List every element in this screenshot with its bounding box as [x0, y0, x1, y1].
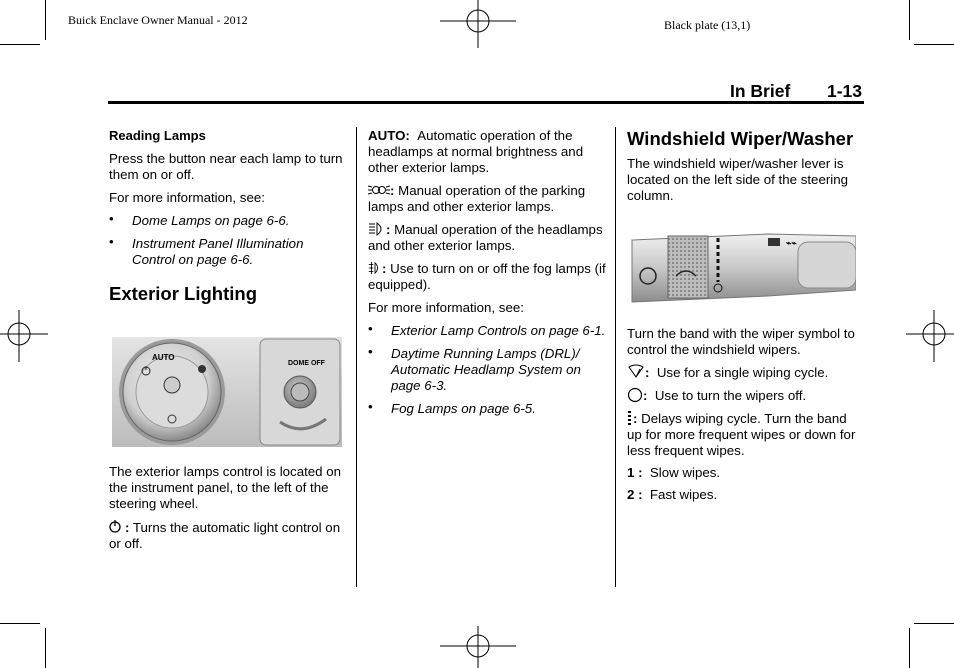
delay-desc	[627, 410, 865, 459]
wiper-lever-photo	[628, 230, 856, 306]
crop-mark-top-right-v	[909, 0, 910, 40]
delay-sep: :	[633, 411, 638, 426]
plate-label: Black plate (13,1)	[664, 18, 751, 32]
headlamp-sep: :	[386, 222, 391, 237]
reading-lamps-text: Press the button near each lamp to turn them on or off.	[109, 151, 343, 182]
exterior-lamp-control-photo	[112, 337, 342, 447]
headlamp-icon	[368, 221, 386, 237]
column-3-lower	[627, 326, 865, 503]
slow-desc	[627, 465, 865, 481]
link-instrument-panel[interactable]: • Instrument Panel Illumination Control on page 6-6.	[109, 236, 349, 268]
manual-title: Buick Enclave Owner Manual - 2012	[68, 13, 248, 27]
crop-mark-bottom-right-v	[909, 628, 910, 668]
off-sep: :	[643, 388, 648, 403]
mist-wiper-icon	[627, 364, 645, 380]
more-info-text: For more information, see:	[109, 190, 265, 205]
off-circle-icon	[627, 387, 643, 403]
parking-lamp-icon	[368, 182, 390, 198]
band-text: Turn the band with the wiper symbol to control the windshield wipers.	[627, 326, 855, 357]
crop-mark-bottom-left-h	[0, 623, 40, 624]
slow-text: Slow wipes.	[649, 465, 721, 480]
power-sep: :	[125, 520, 130, 535]
slow-label: 1 :	[627, 465, 643, 480]
fog-sep: :	[382, 261, 387, 276]
registration-mark-right-icon	[906, 310, 954, 362]
link-exterior-lamp-controls[interactable]: • Exterior Lamp Controls on page 6-1.	[368, 323, 608, 339]
exterior-lighting-heading: Exterior Lighting	[109, 283, 257, 304]
parking-text: Manual operation of the parking lamps and other exterior lamps.	[368, 183, 586, 214]
photo-dome-label: DOME OFF	[288, 360, 325, 367]
single-desc	[627, 364, 865, 381]
fog-desc	[368, 260, 608, 293]
crop-mark-top-left-v	[45, 0, 46, 40]
crop-mark-bottom-left-v	[45, 628, 46, 668]
fast-label: 2 :	[627, 487, 643, 502]
delay-text: Delays wiping cycle. Turn the band up for more frequent wipes or down for less frequent wipes.	[627, 411, 856, 458]
link-fog-lamps[interactable]: • Fog Lamps on page 6-5.	[368, 401, 608, 417]
registration-mark-left-icon	[0, 310, 48, 362]
column-divider-1	[356, 127, 357, 587]
header-rule	[108, 101, 864, 104]
registration-mark-bottom-icon	[440, 626, 516, 668]
off-text: Use to turn the wipers off.	[654, 388, 807, 403]
parking-desc	[368, 182, 608, 215]
auto-text: Automatic operation of the headlamps at normal brightness and other exterior lamps.	[368, 128, 584, 175]
crop-mark-bottom-right-h	[914, 623, 954, 624]
column-2	[368, 128, 608, 417]
section-title: In Brief	[730, 81, 791, 101]
fast-desc	[627, 487, 865, 503]
single-sep: :	[645, 365, 650, 380]
column-1-lower	[109, 464, 349, 552]
exterior-lamps-text: The exterior lamps control is located on the instrument panel, to the left of the steering wheel.	[109, 464, 342, 511]
off-desc	[627, 387, 865, 404]
column-1	[109, 128, 349, 305]
fog-lamp-icon	[368, 260, 382, 276]
headlamp-desc	[368, 221, 608, 254]
fast-text: Fast wipes.	[649, 487, 718, 502]
power-text: Turns the automatic light control on or off.	[109, 520, 341, 551]
single-text: Use for a single wiping cycle.	[656, 365, 829, 380]
more-info-text-2: For more information, see:	[368, 300, 524, 315]
wiper-heading: Windshield Wiper/Washer	[627, 128, 854, 149]
link-dome-lamps[interactable]: • Dome Lamps on page 6-6.	[109, 213, 349, 229]
reading-lamps-title: Reading Lamps	[109, 128, 206, 143]
power-icon	[109, 519, 125, 535]
power-desc	[109, 519, 349, 552]
auto-label: AUTO:	[368, 128, 410, 143]
wiper-intro: The windshield wiper/washer lever is located on the left side of the steering column.	[627, 156, 849, 203]
registration-mark-top-icon	[440, 0, 516, 48]
column-divider-2	[615, 127, 616, 587]
crop-mark-top-left-h	[0, 44, 40, 45]
crop-mark-top-right-h	[914, 44, 954, 45]
parking-sep: :	[390, 183, 395, 198]
photo-auto-label: AUTO	[152, 353, 175, 362]
link-drl[interactable]: • Daytime Running Lamps (DRL)/ Automatic Headlamp System on page 6-3.	[368, 346, 608, 394]
page-number: 1-13	[827, 81, 863, 101]
column-3	[627, 128, 865, 204]
headlamp-text: Manual operation of the headlamps and other exterior lamps.	[368, 222, 603, 253]
svg-text:⌁⌁: ⌁⌁	[786, 238, 797, 248]
fog-text: Use to turn on or off the fog lamps (if equipped).	[368, 261, 606, 292]
